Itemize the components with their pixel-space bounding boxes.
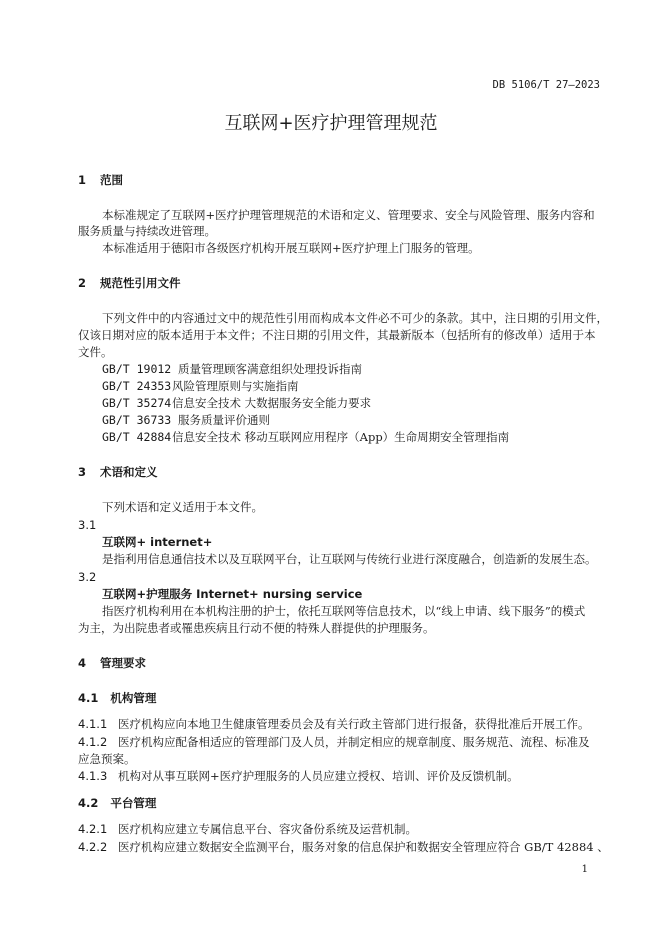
paragraph: 服务质量与持续改进管理。 — [78, 224, 216, 238]
subsection-heading — [78, 691, 156, 706]
section-number: 1 — [78, 173, 87, 187]
reference-item — [102, 379, 299, 394]
clause-number: 4.1.2 — [78, 735, 108, 749]
clause-number: 4.2.1 — [78, 822, 108, 836]
section-title: 管理要求 — [100, 656, 147, 670]
reference-title: 风险管理原则与实施指南 — [172, 379, 299, 393]
clause — [78, 717, 590, 732]
clause — [78, 735, 590, 750]
clause — [78, 822, 417, 837]
section-number: 2 — [78, 276, 87, 290]
paragraph: 本标准适用于德阳市各级医疗机构开展互联网+医疗护理上门服务的管理。 — [102, 241, 480, 255]
reference-title: 信息安全技术 移动互联网应用程序（App）生命周期安全管理指南 — [172, 430, 510, 444]
section-2-heading — [78, 276, 181, 291]
clause — [78, 769, 519, 784]
section-number: 4 — [78, 656, 87, 670]
clause-text: 医疗机构应向本地卫生健康管理委员会及有关行政主管部门进行报备，获得批准后开展工作。 — [118, 717, 590, 731]
clause-continuation: 应急预案。 — [78, 752, 136, 766]
term-number: 3.2 — [78, 570, 97, 584]
term-title: 互联网+护理服务 Internet+ nursing service — [102, 587, 363, 601]
section-number: 3 — [78, 465, 87, 479]
section-title: 术语和定义 — [100, 465, 158, 479]
reference-item — [102, 362, 362, 377]
section-3-heading — [78, 465, 158, 480]
subsection-number: 4.2 — [78, 796, 99, 810]
term-definition: 是指利用信息通信技术以及互联网平台，让互联网与传统行业进行深度融合，创造新的发展生态。 — [102, 552, 597, 566]
reference-code: GB/T 36733 — [102, 413, 172, 427]
subsection-number: 4.1 — [78, 691, 99, 705]
paragraph: 本标准规定了互联网+医疗护理管理规范的术语和定义、管理要求、安全与风险管理、服务内容和 — [102, 208, 595, 222]
document-title: 互联网+医疗护理管理规范 — [224, 113, 438, 134]
paragraph: 文件。 — [78, 345, 113, 359]
subsection-heading — [78, 796, 156, 811]
term-definition: 为主，为出院患者或罹患疾病且行动不便的特殊人群提供的护理服务。 — [78, 621, 435, 635]
clause-number: 4.1.3 — [78, 769, 108, 783]
reference-code: GB/T 24353 — [102, 379, 172, 393]
paragraph: 下列文件中的内容通过文中的规范性引用而构成本文件必不可少的条款。其中，注日期的引用文件， — [102, 311, 608, 325]
section-4-heading — [78, 656, 146, 671]
reference-code: GB/T 19012 — [102, 362, 172, 376]
clause-text: 医疗机构应建立专属信息平台、容灾备份系统及运营机制。 — [118, 822, 417, 836]
section-title: 规范性引用文件 — [100, 276, 181, 290]
reference-code: GB/T 35274 — [102, 396, 172, 410]
subsection-title: 机构管理 — [110, 691, 157, 705]
reference-item — [102, 413, 270, 428]
clause — [78, 840, 609, 855]
reference-title: 质量管理顾客满意组织处理投诉指南 — [178, 362, 362, 376]
reference-code: GB/T 42884 — [102, 430, 172, 444]
term-definition: 指医疗机构利用在本机构注册的护士，依托互联网等信息技术，以“线上申请、线下服务”的模式 — [102, 604, 586, 618]
term-number: 3.1 — [78, 518, 97, 532]
paragraph: 下列术语和定义适用于本文件。 — [102, 500, 263, 514]
section-1-heading — [78, 173, 123, 188]
reference-item — [102, 396, 371, 411]
reference-item — [102, 430, 509, 445]
section-title: 范围 — [100, 173, 124, 187]
reference-title: 信息安全技术 大数据服务安全能力要求 — [172, 396, 372, 410]
subsection-title: 平台管理 — [110, 796, 157, 810]
paragraph: 仅该日期对应的版本适用于本文件；不注日期的引用文件，其最新版本（包括所有的修改单）适用于本 — [78, 328, 596, 342]
clause-number: 4.2.2 — [78, 840, 108, 854]
standard-code: DB 5106/T 27—2023 — [492, 79, 600, 91]
clause-text: 医疗机构应配备相适应的管理部门及人员，并制定相应的规章制度、服务规范、流程、标准及 — [118, 735, 590, 749]
clause-number: 4.1.1 — [78, 717, 108, 731]
reference-title: 服务质量评价通则 — [178, 413, 270, 427]
clause-text: 机构对从事互联网+医疗护理服务的人员应建立授权、培训、评价及反馈机制。 — [118, 769, 519, 783]
term-title: 互联网+ internet+ — [102, 535, 213, 549]
clause-text: 医疗机构应建立数据安全监测平台，服务对象的信息保护和数据安全管理应符合 GB/T 42884 、 — [118, 840, 609, 854]
page-number: 1 — [581, 864, 588, 875]
